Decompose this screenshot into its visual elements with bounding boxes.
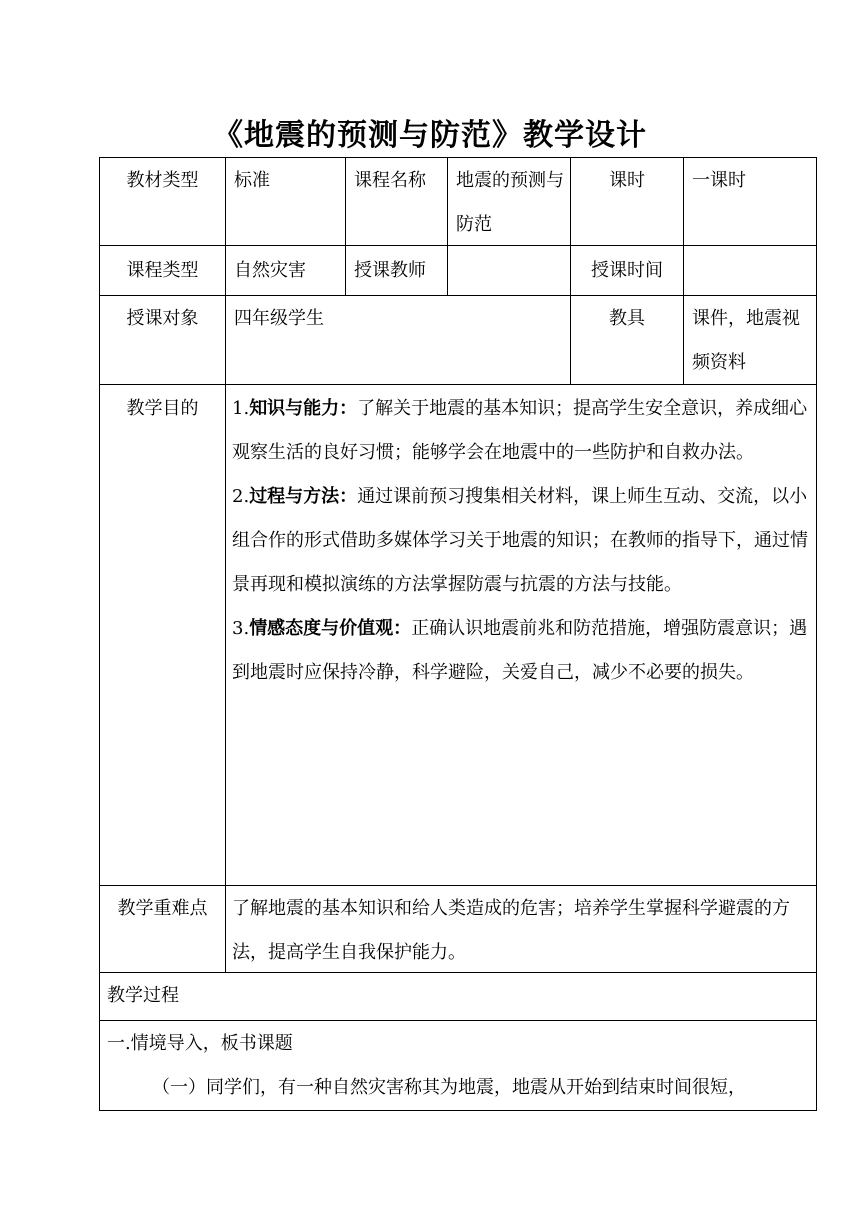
- label-objectives: 教学目的: [126, 398, 199, 419]
- objectives-content: [232, 387, 812, 695]
- value-audience: 四年级学生: [234, 308, 324, 329]
- label-course-type: 课程类型: [126, 260, 199, 281]
- objective-item: 2.过程与方法：通过课前预习搜集相关材料，课上师生互动、交流，以小组合作的形式借助多媒体学习关于地震的知识；在教师的指导下，通过情景再现和模拟演练的方法掌握防震与抗震的方法与技能。: [232, 486, 808, 595]
- process-paragraph: （一）同学们，有一种自然灾害称其为地震，地震从开始到结束时间很短，: [152, 1077, 746, 1098]
- label-teaching-tools: 教具: [609, 308, 645, 329]
- document-title: 《地震的预测与防范》教学设计: [213, 118, 647, 153]
- label-class-hours: 课时: [609, 170, 645, 191]
- label-audience: 授课对象: [126, 308, 199, 329]
- value-course-type: 自然灾害: [234, 260, 306, 281]
- lesson-plan-table: [99, 157, 817, 1111]
- key-points-text: 了解地震的基本知识和给人类造成的危害；培养学生掌握科学避震的方法，提高学生自我保护能力。: [232, 898, 790, 963]
- value-class-hours: 一课时: [692, 170, 746, 191]
- label-key-points: 教学重难点: [117, 898, 208, 919]
- value-teaching-tools: 课件，地震视频资料: [692, 308, 800, 373]
- label-teaching-process: 教学过程: [107, 985, 179, 1006]
- objective-item: 1.知识与能力：了解关于地震的基本知识；提高学生安全意识，养成细心观察生活的良好习惯；能够学会在地震中的一些防护和自救办法。: [232, 398, 808, 463]
- label-class-time: 授课时间: [591, 260, 663, 281]
- value-material-type: 标准: [234, 170, 270, 191]
- objective-item: 3.情感态度与价值观：正确认识地震前兆和防范措施，增强防震意识；遇到地震时应保持冷静，科学避险，关爱自己，减少不必要的损失。: [232, 618, 808, 683]
- label-teacher: 授课教师: [354, 260, 426, 281]
- label-material-type: 教材类型: [126, 170, 199, 191]
- label-course-name: 课程名称: [354, 170, 426, 191]
- section-heading: 一.情境导入，板书课题: [107, 1033, 293, 1054]
- value-course-name: 地震的预测与防范: [456, 170, 564, 235]
